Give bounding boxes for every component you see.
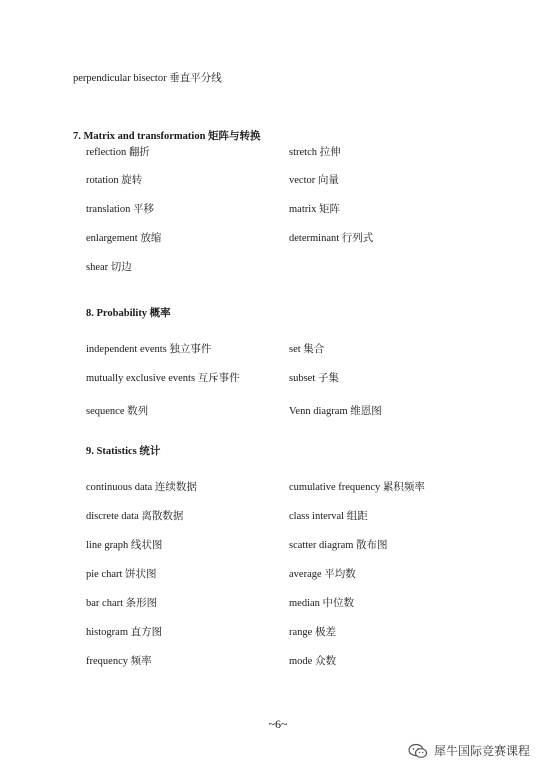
term: range 极差 <box>289 627 336 638</box>
term: determinant 行列式 <box>289 233 374 244</box>
term: line graph 线状图 <box>86 540 163 551</box>
term: average 平均数 <box>289 569 356 580</box>
term: reflection 翻折 <box>86 147 150 158</box>
term: scatter diagram 散布图 <box>289 540 388 551</box>
wechat-icon <box>408 743 428 759</box>
term: mode 众数 <box>289 656 336 667</box>
term: shear 切边 <box>86 262 132 273</box>
page-number: ~6~ <box>268 717 288 731</box>
term: continuous data 连续数据 <box>86 482 197 493</box>
term: matrix 矩阵 <box>289 204 341 215</box>
term: bar chart 条形图 <box>86 598 158 609</box>
term: stretch 拉伸 <box>289 147 341 158</box>
term: independent events 独立事件 <box>86 344 212 355</box>
term: class interval 组距 <box>289 511 368 522</box>
watermark <box>408 742 530 759</box>
section-7-heading: 7. Matrix and transformation 矩阵与转换 <box>73 131 261 142</box>
term: subset 子集 <box>289 373 339 384</box>
watermark-text: 犀牛国际竞赛课程 <box>434 744 531 758</box>
section-8-heading: 8. Probability 概率 <box>86 308 171 319</box>
term: enlargement 放缩 <box>86 233 162 244</box>
term: Venn diagram 维恩图 <box>289 406 382 417</box>
term: sequence 数列 <box>86 406 149 417</box>
term-perpendicular-bisector: perpendicular bisector 垂直平分线 <box>73 73 222 84</box>
term: median 中位数 <box>289 598 355 609</box>
term: discrete data 离散数据 <box>86 511 184 522</box>
term: mutually exclusive events 互斥事件 <box>86 373 240 384</box>
term: pie chart 饼状图 <box>86 569 157 580</box>
term: vector 向量 <box>289 175 339 186</box>
term: histogram 直方图 <box>86 627 163 638</box>
term: rotation 旋转 <box>86 175 143 186</box>
section-9-heading: 9. Statistics 统计 <box>86 446 161 457</box>
term: set 集合 <box>289 344 325 355</box>
term: translation 平移 <box>86 204 154 215</box>
term: cumulative frequency 累积频率 <box>289 482 425 493</box>
term: frequency 频率 <box>86 656 152 667</box>
